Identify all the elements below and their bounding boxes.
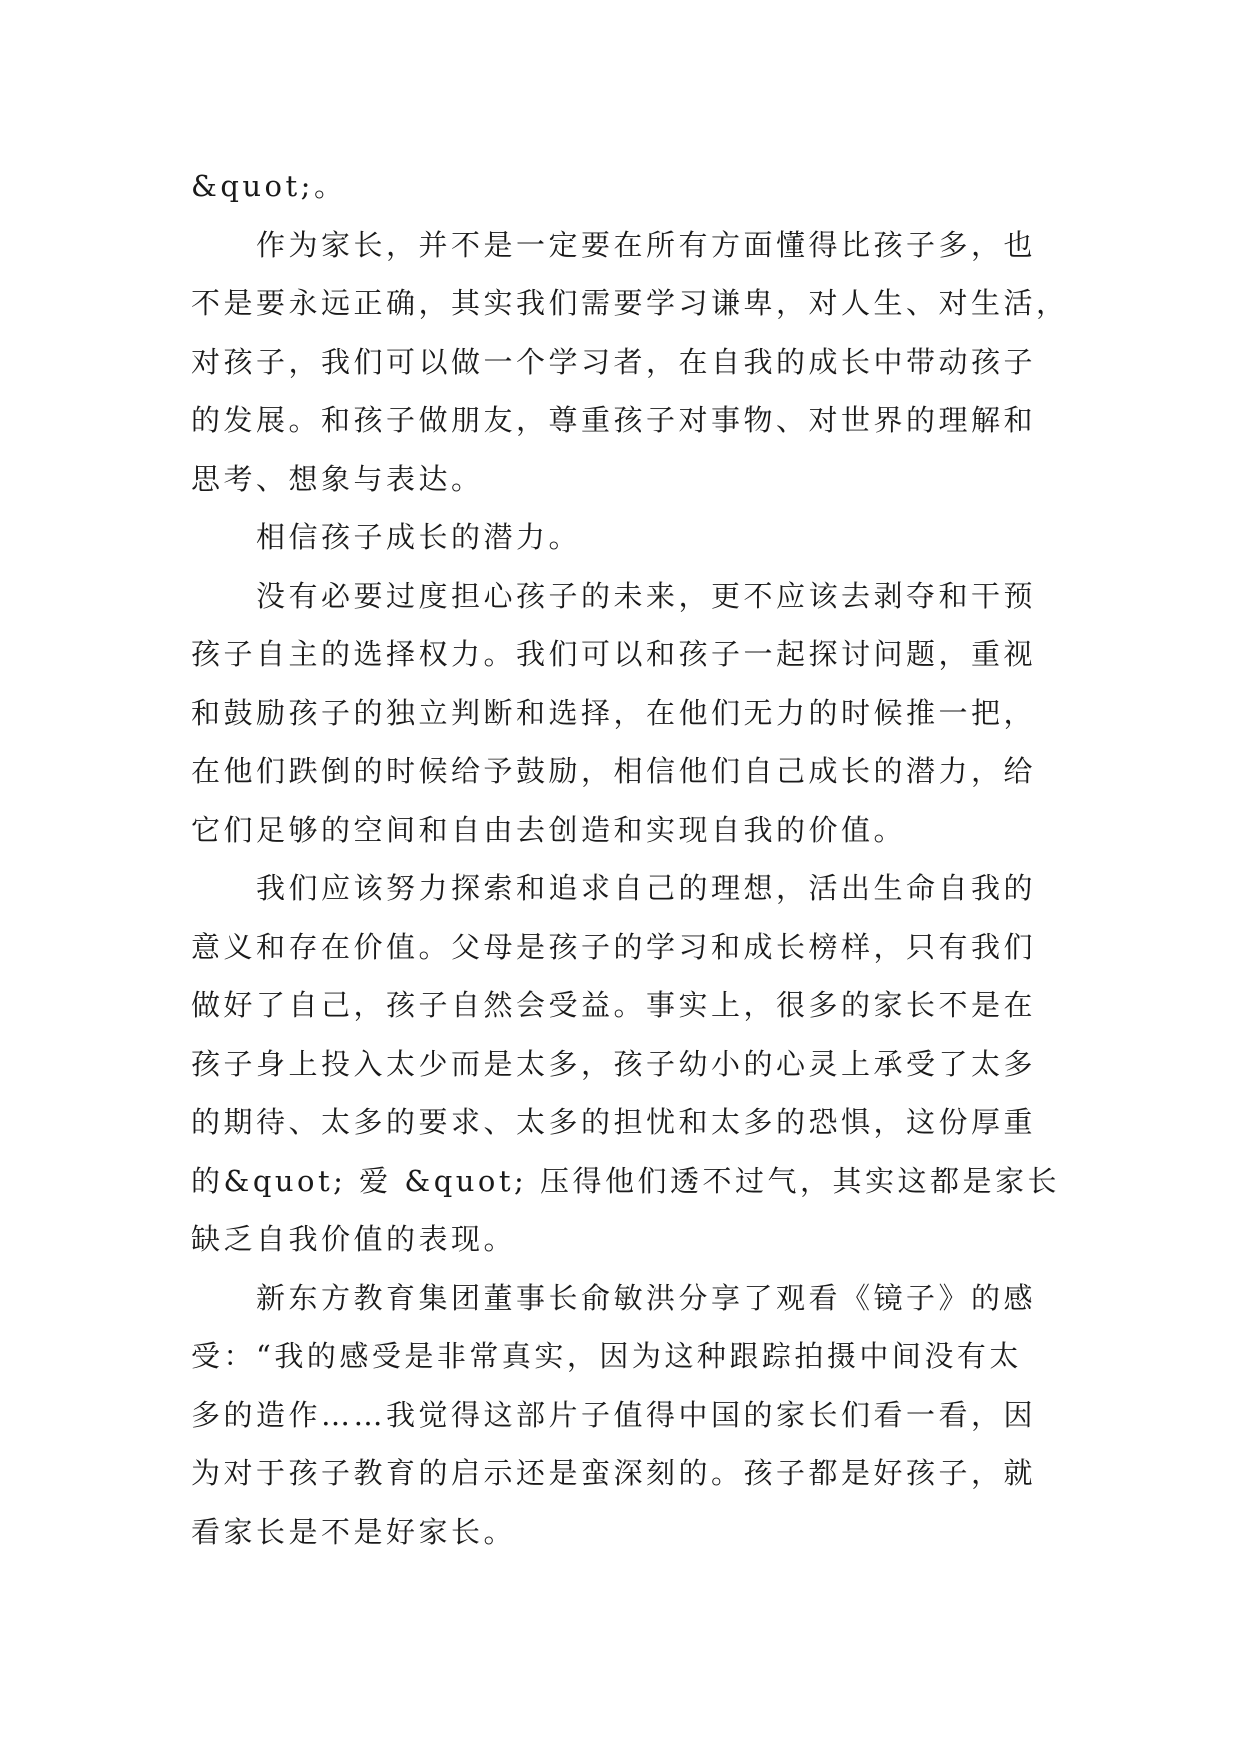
text-line-5: 的发展。和孩子做朋友，尊重孩子对事物、对世界的理解和	[191, 403, 1037, 437]
text-line-2: 作为家长，并不是一定要在所有方面懂得比孩子多，也	[256, 227, 1037, 262]
text-line-1: &quot;。	[191, 169, 347, 203]
text-line-9: 孩子自主的选择权力。我们可以和孩子一起探讨问题，重视	[191, 637, 1037, 671]
text-line-20: 新东方教育集团董事长俞敏洪分享了观看《镜子》的感	[256, 1280, 1037, 1315]
text-line-18: 的&quot; 爱 &quot; 压得他们透不过气，其实这都是家长	[191, 1163, 1061, 1198]
text-line-21: 受：“我的感受是非常真实，因为这种跟踪拍摄中间没有太	[191, 1339, 1022, 1373]
text-line-19: 缺乏自我价值的表现。	[191, 1222, 517, 1256]
text-line-15: 做好了自己，孩子自然会受益。事实上，很多的家长不是在	[191, 988, 1037, 1022]
text-line-7: 相信孩子成长的潜力。	[256, 520, 582, 554]
text-line-12: 它们足够的空间和自由去创造和实现自我的价值。	[191, 812, 907, 847]
text-line-8: 没有必要过度担心孩子的未来，更不应该去剥夺和干预	[256, 578, 1037, 613]
text-line-23: 为对于孩子教育的启示还是蛮深刻的。孩子都是好孩子，就	[191, 1456, 1037, 1490]
text-line-10: 和鼓励孩子的独立判断和选择，在他们无力的时候推一把，	[191, 695, 1037, 730]
text-line-3: 不是要永远正确，其实我们需要学习谦卑，对人生、对生活，	[191, 286, 1069, 320]
text-line-6: 思考、想象与表达。	[191, 461, 484, 496]
text-line-24: 看家长是不是好家长。	[191, 1514, 517, 1549]
body-text	[191, 157, 1069, 1561]
text-line-14: 意义和存在价值。父母是孩子的学习和成长榜样，只有我们	[191, 929, 1037, 964]
text-line-16: 孩子身上投入太少而是太多，孩子幼小的心灵上承受了太多	[191, 1046, 1037, 1081]
text-line-4: 对孩子，我们可以做一个学习者，在自我的成长中带动孩子	[191, 344, 1037, 379]
text-line-11: 在他们跌倒的时候给予鼓励，相信他们自己成长的潜力，给	[191, 754, 1037, 788]
text-line-13: 我们应该努力探索和追求自己的理想，活出生命自我的	[256, 871, 1037, 905]
text-line-22: 多的造作……我觉得这部片子值得中国的家长们看一看，因	[191, 1397, 1037, 1432]
text-line-17: 的期待、太多的要求、太多的担忧和太多的恐惧，这份厚重	[191, 1105, 1037, 1139]
